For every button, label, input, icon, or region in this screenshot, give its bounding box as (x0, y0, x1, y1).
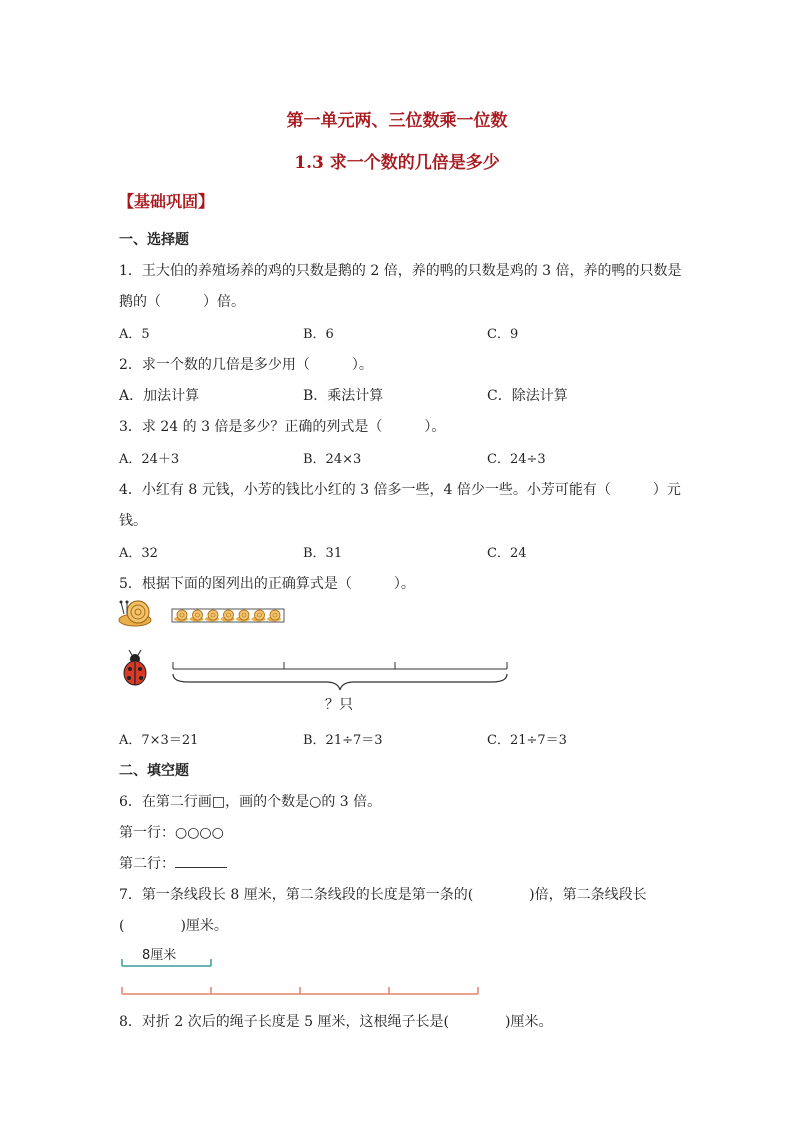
q5-diagram (118, 596, 518, 716)
q4-option-c[interactable]: C．24 (487, 546, 527, 561)
q6-answer-blank[interactable] (175, 853, 227, 868)
q6-text: 6．在第二行画□，画的个数是○的 3 倍。 (119, 794, 382, 810)
q7-text-line1: 7．第一条线段长 8 厘米，第二条线段的长度是第一条的( )倍，第二条线段长 (119, 887, 647, 903)
q5-option-a[interactable]: A．7×3＝21 (119, 733, 199, 748)
small-snail-icon (252, 610, 266, 622)
q6-row2 (119, 853, 227, 873)
ladybug-icon (124, 650, 146, 685)
q4-text-line1: 4．小红有 8 元钱，小芳的钱比小红的 3 倍多一些，4 倍少一些。小芳可能有（ ）元 (119, 482, 681, 498)
small-snail-icon (267, 610, 281, 622)
first-segment (122, 959, 211, 966)
q5-option-b[interactable]: B．21÷7＝3 (303, 733, 383, 748)
section-tag: 【基础巩固】 (118, 192, 215, 211)
q1-option-b[interactable]: B．6 (303, 327, 334, 342)
q2-text: 2．求一个数的几倍是多少用（ ）。 (119, 357, 373, 373)
small-snail-icon (190, 610, 204, 622)
q2-option-c[interactable]: C．除法计算 (487, 388, 568, 404)
q3-option-c[interactable]: C．24÷3 (487, 452, 546, 467)
part1-heading: 一、选择题 (119, 232, 189, 248)
small-snail-icon (236, 610, 250, 622)
q6-row2-label: 第二行： (119, 856, 175, 872)
q5-option-c[interactable]: C．21÷7＝3 (487, 733, 567, 748)
q7-text-line2: ( )厘米。 (119, 918, 228, 934)
circle-shapes: ○○○○ (175, 825, 224, 841)
q3-option-a[interactable]: A．24＋3 (119, 452, 180, 467)
q5-question-label: ？只 (325, 697, 353, 713)
q5-text: 5．根据下面的图列出的正确算式是（ ）。 (119, 576, 415, 592)
part2-heading: 二、填空题 (119, 763, 189, 779)
q1-text-line2: 鹅的（ ）倍。 (119, 294, 245, 310)
q4-text-line2: 钱。 (119, 513, 147, 529)
small-snail-icon (174, 610, 188, 622)
q6-row1-label: 第一行： (119, 825, 175, 841)
lesson-title: 1.3 求一个数的几倍是多少 (294, 153, 500, 173)
q1-option-c[interactable]: C．9 (487, 327, 519, 342)
q4-option-a[interactable]: A．32 (119, 546, 158, 561)
second-segment (122, 987, 478, 994)
q8-text: 8．对折 2 次后的绳子长度是 5 厘米，这根绳子长是( )厘米。 (119, 1014, 553, 1030)
q3-option-b[interactable]: B．24×3 (303, 452, 362, 467)
q2-option-b[interactable]: B．乘法计算 (303, 388, 384, 404)
snail-icon (119, 601, 151, 627)
q7-segment-label: 8厘米 (142, 948, 177, 963)
q6-row1 (119, 822, 224, 842)
q2-option-a[interactable]: A．加法计算 (119, 388, 200, 404)
brace (173, 674, 507, 690)
q4-option-b[interactable]: B．31 (303, 546, 343, 561)
q1-text-line1: 1．王大伯的养殖场养的鸡的只数是鹅的 2 倍，养的鸭的只数是鸡的 3 倍，养的鸭的只数是 (119, 263, 682, 279)
q1-option-a[interactable]: A．5 (119, 327, 150, 342)
q7-segments-diagram (118, 955, 488, 1000)
unit-title: 第一单元两、三位数乘一位数 (286, 111, 508, 131)
small-snail-icon (221, 610, 235, 622)
q3-text: 3．求 24 的 3 倍是多少？正确的列式是（ ）。 (119, 419, 446, 435)
small-snail-icon (205, 610, 219, 622)
